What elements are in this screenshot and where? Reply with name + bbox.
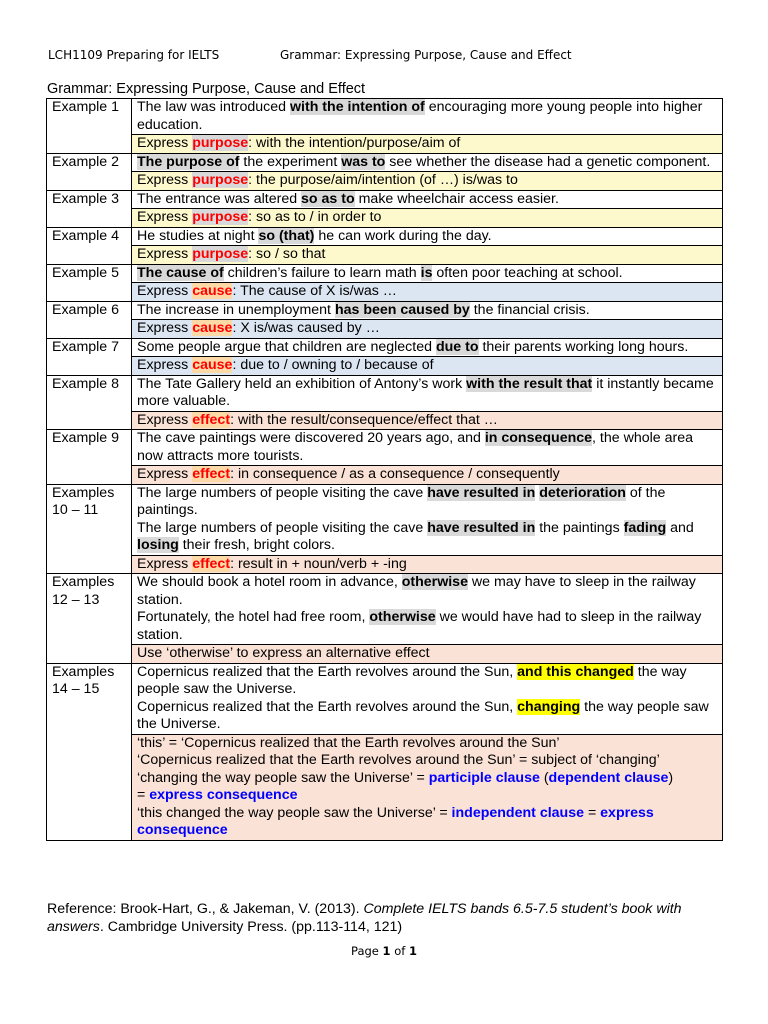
row-label: Example 4 xyxy=(47,227,132,264)
row-label: Example 5 xyxy=(47,264,132,301)
table-row xyxy=(47,320,723,339)
document-title: Grammar: Expressing Purpose, Cause and Effect xyxy=(47,81,366,97)
example-sentence: We should book a hotel room in advance, otherwise we may have to sleep in the railway station. Fortunately, the hotel had free room, otherwise we would have had to sleep in the railway station. xyxy=(132,574,723,645)
example-sentence: The cause of children’s failure to learn math is often poor teaching at school. xyxy=(132,264,723,283)
example-sentence: The increase in unemployment has been caused by the financial crisis. xyxy=(132,301,723,320)
table-row xyxy=(47,430,723,466)
table-row xyxy=(47,466,723,485)
table-row xyxy=(47,338,723,357)
row-label: Example 2 xyxy=(47,153,132,190)
table-row xyxy=(47,375,723,411)
table-row xyxy=(47,645,723,664)
row-label: Example 9 xyxy=(47,430,132,485)
rule-note: Express effect: in consequence / as a consequence / consequently xyxy=(132,466,723,485)
example-sentence: Some people argue that children are neglected due to their parents working long hours. xyxy=(132,338,723,357)
example-sentence: The entrance was altered so as to make wheelchair access easier. xyxy=(132,190,723,209)
page-number: Page 1 of 1 xyxy=(351,944,417,958)
table-row xyxy=(47,209,723,228)
table-row xyxy=(47,574,723,645)
example-sentence: The purpose of the experiment was to see whether the disease had a genetic component. xyxy=(132,153,723,172)
example-sentence: The large numbers of people visiting the cave have resulted in deterioration of the paintings. The large numbers of people visiting the cave have resulted in the paintings fading and losing their fresh, bright colors. xyxy=(132,484,723,555)
grammar-table xyxy=(46,98,723,841)
table-row xyxy=(47,484,723,555)
row-label: Example 3 xyxy=(47,190,132,227)
example-sentence: He studies at night so (that) he can work during the day. xyxy=(132,227,723,246)
table-row xyxy=(47,135,723,154)
row-label: Example 8 xyxy=(47,375,132,430)
reference-book-title: Complete IELTS bands 6.5-7.5 student’s book with answers xyxy=(47,901,682,935)
rule-note: ‘this’ = ‘Copernicus realized that the Earth revolves around the Sun’ ‘Copernicus realized that the Earth revolves around the Sun’ = subject of ‘changing’ ‘changing the way people saw the Universe’ = participle clause (dependent clause) = express consequence ‘this changed the way people saw the Universe’ = independent clause = express consequence xyxy=(132,734,723,840)
row-label: Examples 12 – 13 xyxy=(47,574,132,664)
example-sentence: The law was introduced with the intention of encouraging more young people into higher education. xyxy=(132,99,723,135)
header-topic: Grammar: Expressing Purpose, Cause and Effect xyxy=(280,48,572,62)
table-row xyxy=(47,190,723,209)
table-row xyxy=(47,264,723,283)
table-row xyxy=(47,283,723,302)
table-row xyxy=(47,555,723,574)
rule-note: Express purpose: with the intention/purpose/aim of xyxy=(132,135,723,154)
table-row xyxy=(47,246,723,265)
table-row xyxy=(47,227,723,246)
row-label: Examples 10 – 11 xyxy=(47,484,132,574)
rule-note: Express cause: The cause of X is/was … xyxy=(132,283,723,302)
rule-note: Express purpose: the purpose/aim/intention (of …) is/was to xyxy=(132,172,723,191)
table-row xyxy=(47,734,723,840)
rule-note: Express cause: X is/was caused by … xyxy=(132,320,723,339)
rule-note: Express effect: result in + noun/verb + -ing xyxy=(132,555,723,574)
row-label: Example 1 xyxy=(47,99,132,154)
example-sentence: Copernicus realized that the Earth revolves around the Sun, and this changed the way people saw the Universe. Copernicus realized that the Earth revolves around the Sun, changing the way people saw the Universe. xyxy=(132,663,723,734)
table-row xyxy=(47,663,723,734)
row-label: Example 7 xyxy=(47,338,132,375)
row-label: Example 6 xyxy=(47,301,132,338)
rule-note: Express cause: due to / owning to / because of xyxy=(132,357,723,376)
rule-note: Express purpose: so / so that xyxy=(132,246,723,265)
table-row xyxy=(47,99,723,135)
table-row xyxy=(47,172,723,191)
table-row xyxy=(47,411,723,430)
example-sentence: The Tate Gallery held an exhibition of Antony’s work with the result that it instantly became more valuable. xyxy=(132,375,723,411)
header-course: LCH1109 Preparing for IELTS xyxy=(48,48,220,62)
rule-note: Use ‘otherwise’ to express an alternative effect xyxy=(132,645,723,664)
reference: Reference: Brook-Hart, G., & Jakeman, V. (2013). Complete IELTS bands 6.5-7.5 student’s book with answers. Cambridge University Press. (pp.113-114, 121) xyxy=(47,901,682,935)
rule-note: Express purpose: so as to / in order to xyxy=(132,209,723,228)
table-row xyxy=(47,153,723,172)
table-row xyxy=(47,301,723,320)
row-label: Examples 14 – 15 xyxy=(47,663,132,840)
rule-note: Express effect: with the result/consequence/effect that … xyxy=(132,411,723,430)
table-row xyxy=(47,357,723,376)
example-sentence: The cave paintings were discovered 20 years ago, and in consequence, the whole area now attracts more tourists. xyxy=(132,430,723,466)
